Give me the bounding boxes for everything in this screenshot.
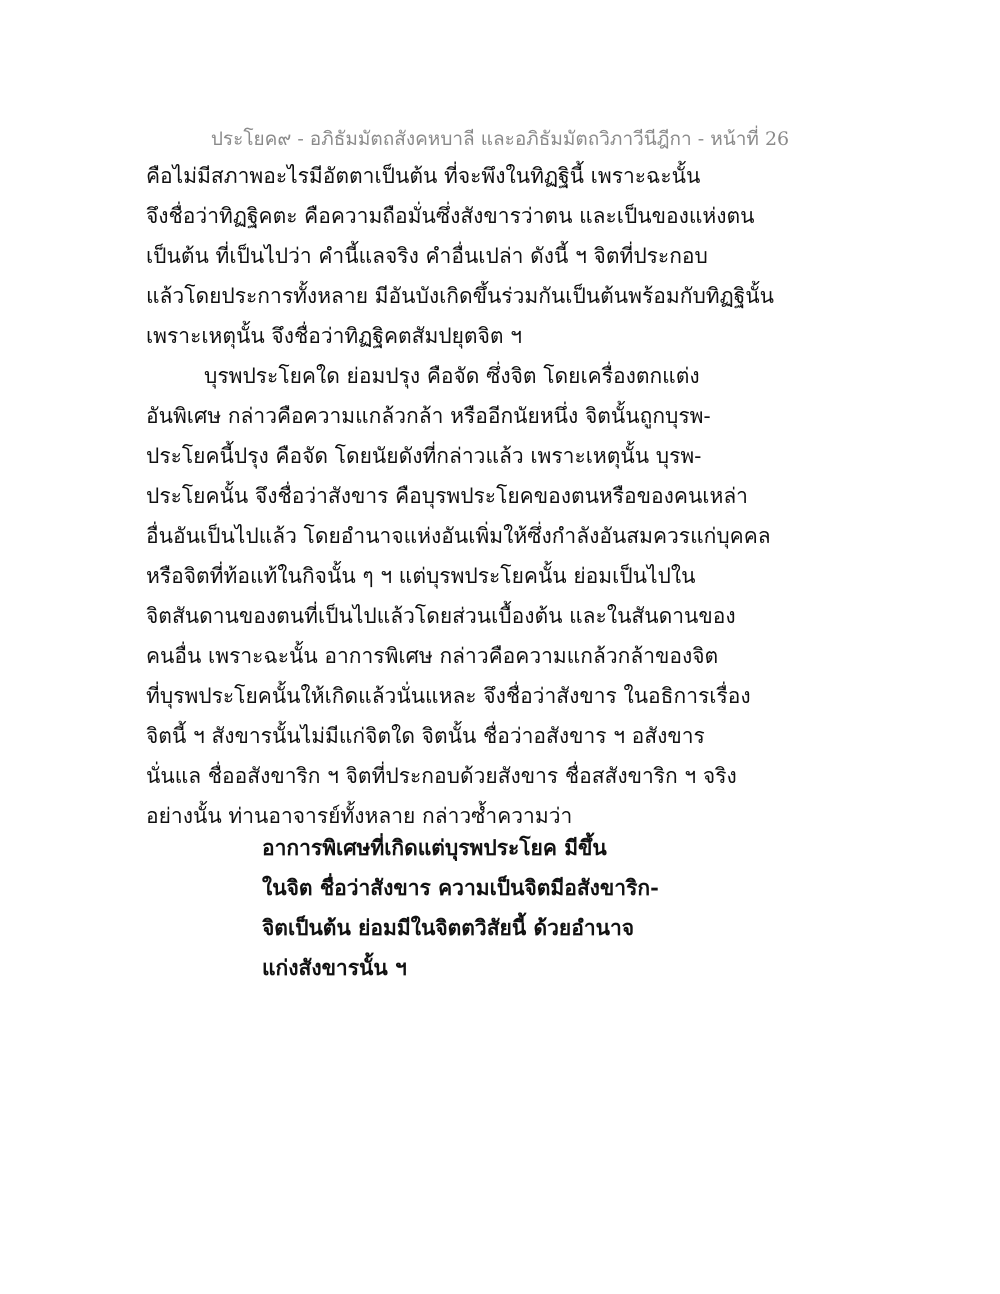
text-line: ประโยคนั้น จึงชื่อว่าสังขาร คือบุรพประโยคของตนหรือของคนเหล่า xyxy=(146,484,748,508)
verse-line: ในจิต ชื่อว่าสังขาร ความเป็นจิตมีอสังขาริก- xyxy=(262,875,659,900)
text-line: แล้วโดยประการทั้งหลาย มีอันบังเกิดขึ้นร่วมกันเป็นต้นพร้อมกับทิฏฐินั้น xyxy=(146,284,775,308)
text-line: นั่นแล ชื่ออสังขาริก ฯ จิตที่ประกอบด้วยสังขาร ชื่อสสังขาริก ฯ จริง xyxy=(146,764,737,788)
text-line: หรือจิตที่ท้อแท้ในกิจนั้น ๆ ฯ แต่บุรพประโยคนั้น ย่อมเป็นไปใน xyxy=(146,564,696,588)
verse-line: จิตเป็นต้น ย่อมมีในจิตตวิสัยนี้ ด้วยอำนาจ xyxy=(262,915,635,940)
text-line: คือไม่มีสภาพอะไรมีอัตตาเป็นต้น ที่จะพึงในทิฏฐินี้ เพราะฉะนั้น xyxy=(146,164,701,188)
verse-quote xyxy=(262,832,822,992)
text-line: อื่นอันเป็นไปแล้ว โดยอำนาจแห่งอันเพิ่มให้ซึ่งกำลังอันสมควรแก่บุคคล xyxy=(146,524,771,548)
page-header: ประโยค๙ - อภิธัมมัตถสังคหบาลี และอภิธัมมัตถวิภาวีนีฎีกา - หน้าที่ 26 xyxy=(210,128,790,150)
text-line: ที่บุรพประโยคนั้นให้เกิดแล้วนั่นแหละ จึงชื่อว่าสังขาร ในอธิการเรื่อง xyxy=(146,684,751,708)
main-text xyxy=(146,160,866,840)
text-line: ประโยคนี้ปรุง คือจัด โดยนัยดังที่กล่าวแล้ว เพราะเหตุนั้น บุรพ- xyxy=(146,444,702,468)
verse-line: แก่งสังขารนั้น ฯ xyxy=(262,955,407,980)
text-line: จึงชื่อว่าทิฏฐิคตะ คือความถือมั่นซึ่งสังขารว่าตน และเป็นของแห่งตน xyxy=(146,204,755,228)
verse-line: อาการพิเศษที่เกิดแต่บุรพประโยค มีขึ้น xyxy=(262,835,607,860)
text-line: จิตนี้ ฯ สังขารนั้นไม่มีแก่จิตใด จิตนั้น ชื่อว่าอสังขาร ฯ อสังขาร xyxy=(146,724,705,748)
text-line: จิตสันดานของตนที่เป็นไปแล้วโดยส่วนเบื้องต้น และในสันดานของ xyxy=(146,604,736,628)
text-line: บุรพประโยคใด ย่อมปรุง คือจัด ซึ่งจิต โดยเครื่องตกแต่ง xyxy=(204,364,700,388)
text-line: อันพิเศษ กล่าวคือความแกล้วกล้า หรืออีกนัยหนึ่ง จิตนั้นถูกบุรพ- xyxy=(146,404,711,428)
text-line: เป็นต้น ที่เป็นไปว่า คำนี้แลจริง คำอื่นเปล่า ดังนี้ ฯ จิตที่ประกอบ xyxy=(146,244,708,268)
text-line: เพราะเหตุนั้น จึงชื่อว่าทิฏฐิคตสัมปยุตจิต ฯ xyxy=(146,324,522,348)
text-line: อย่างนั้น ท่านอาจารย์ทั้งหลาย กล่าวซ้ำความว่า xyxy=(146,804,573,828)
text-line: คนอื่น เพราะฉะนั้น อาการพิเศษ กล่าวคือความแกล้วกล้าของจิต xyxy=(146,644,719,668)
